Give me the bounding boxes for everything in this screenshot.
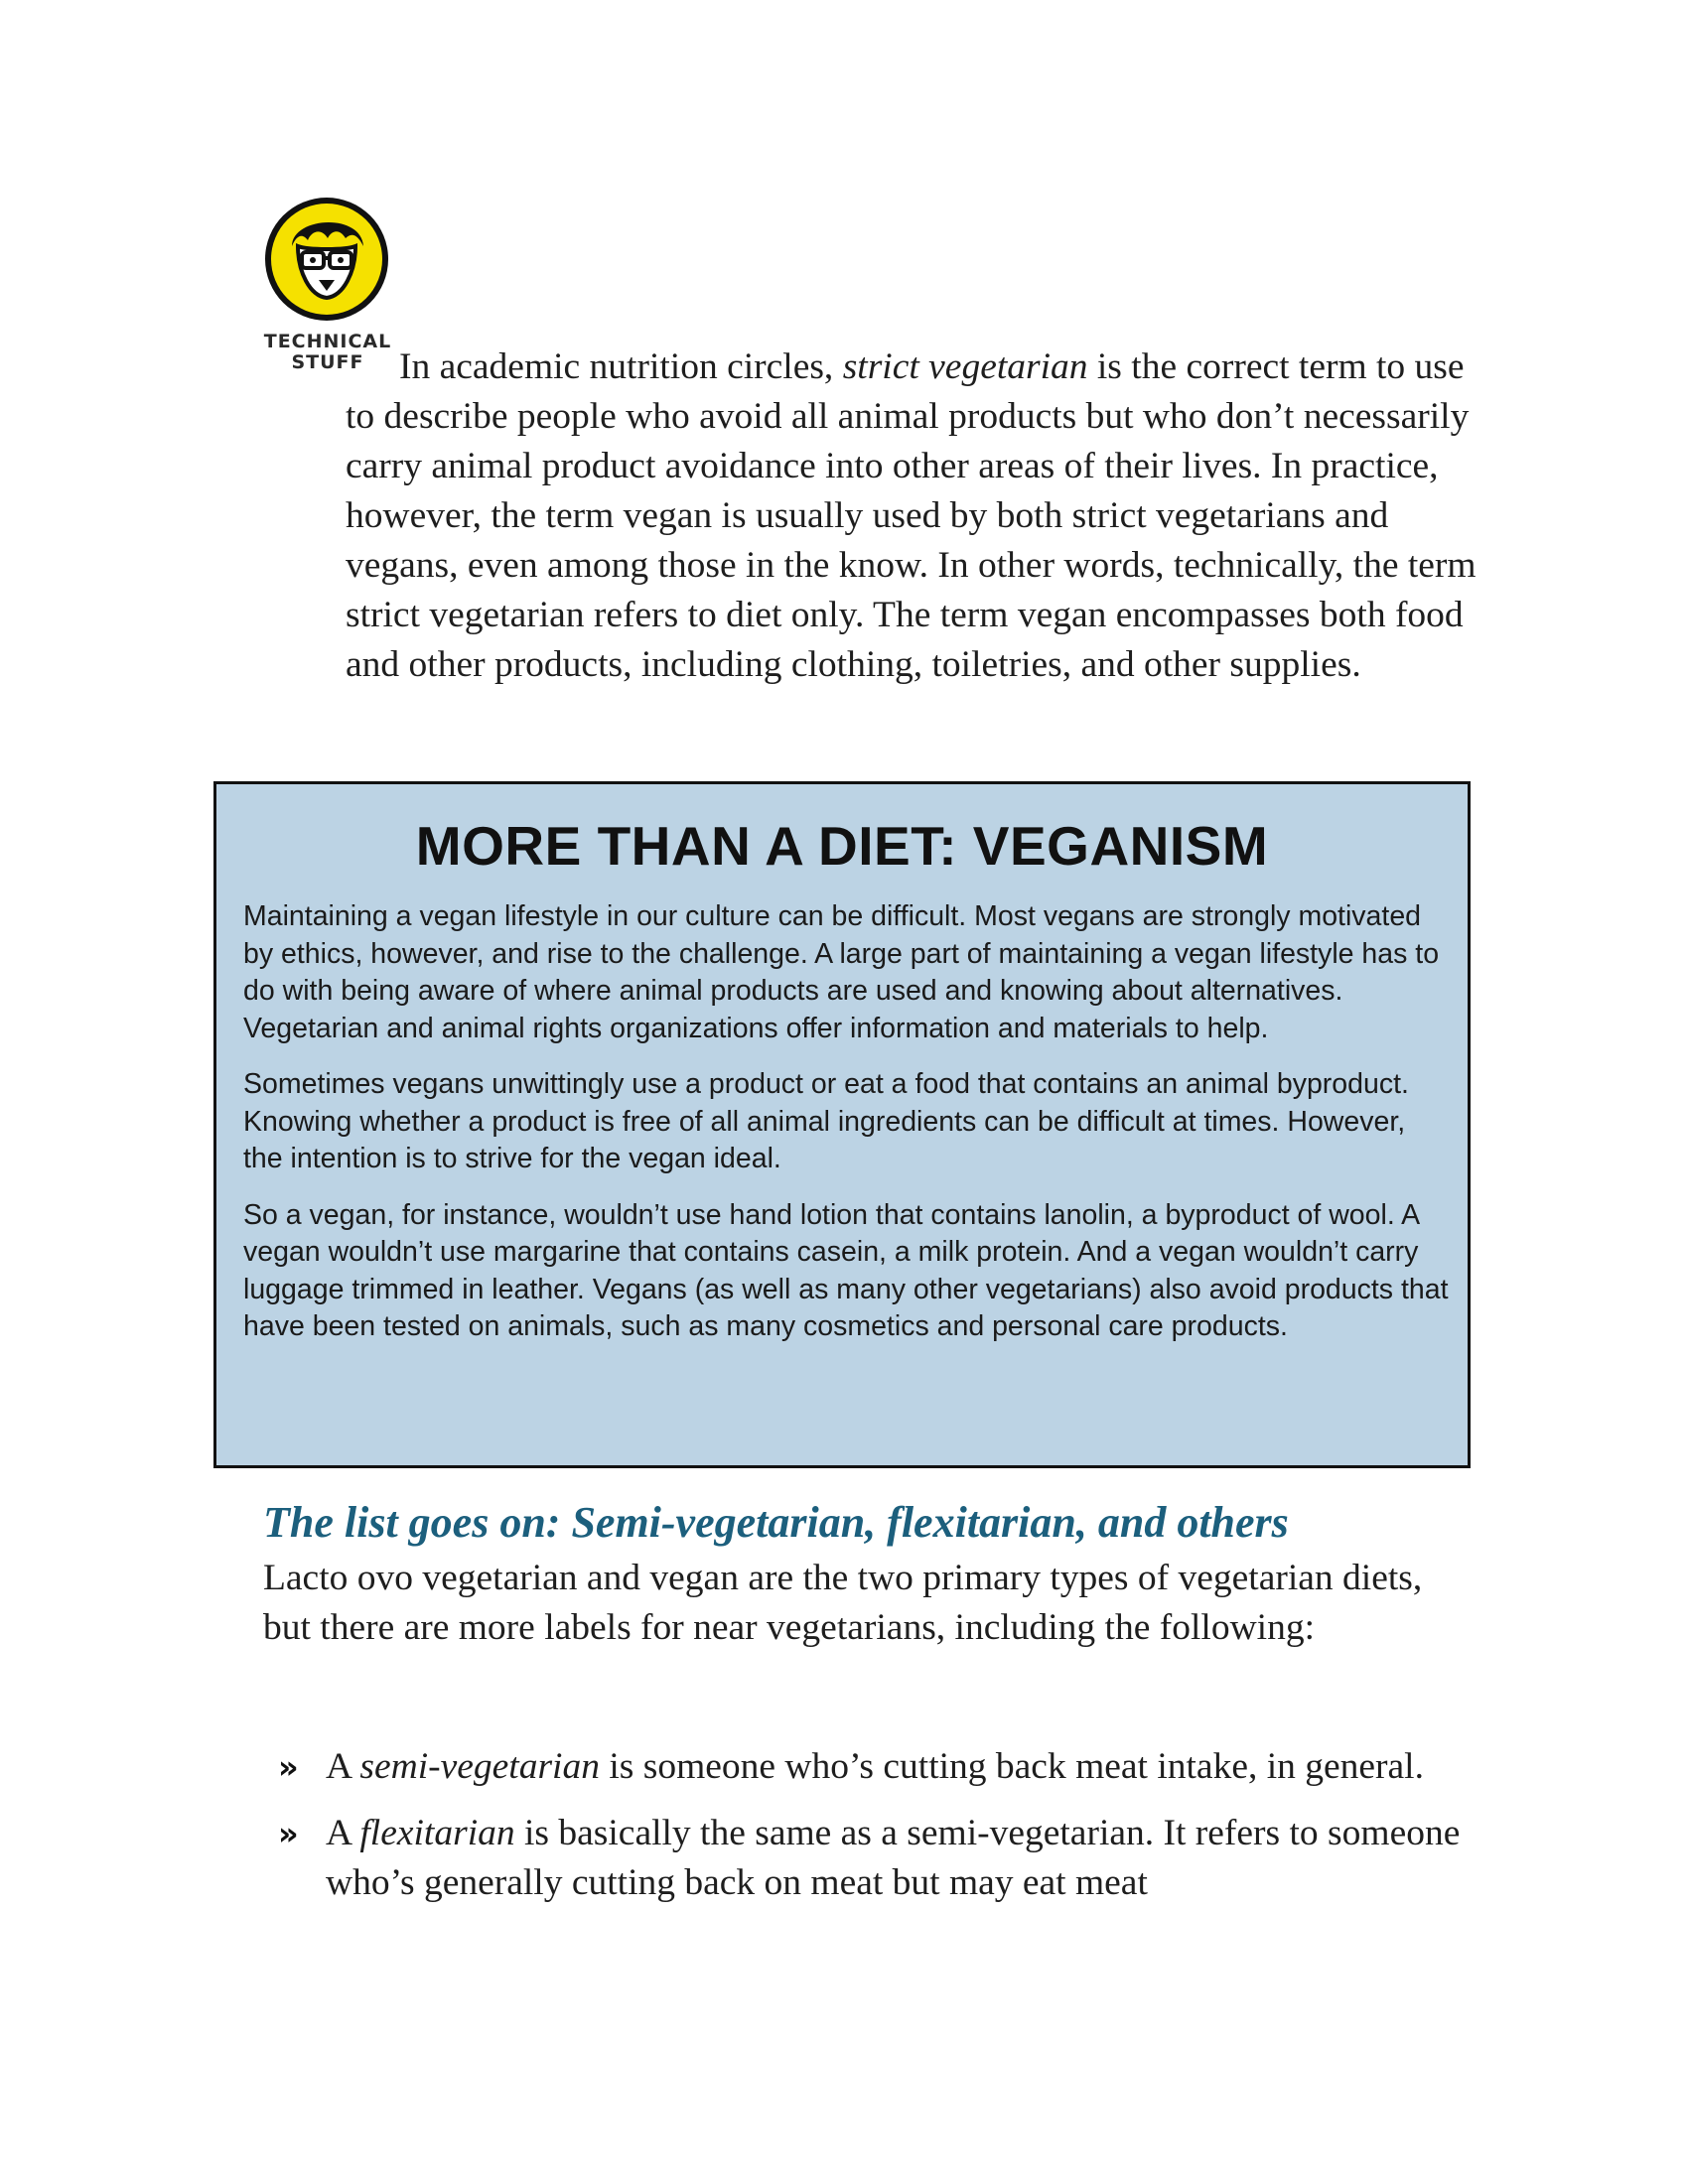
caption-line-2: STUFF (291, 351, 364, 373)
sidebar-paragraph: Sometimes vegans unwittingly use a product or eat a food that contains an animal byproduct. Knowing whether a product is free of all animal ingredients can be difficult at times. However, the intention is to strive for the vegan ideal. (243, 1068, 1409, 1174)
intro-text-rest: is the correct term to use to describe people who avoid all animal products but who don’t necessarily carry animal product avoidance into other areas of their lives. In practice, however, the term vegan is usually used by both strict vegetarians and vegans, even among those in the know. In other words, technically, the term strict vegetarian refers to diet only. The term vegan encompasses both food and other products, including clothing, toiletries, and other supplies. (346, 346, 1477, 685)
chevron-bullet-icon: » (278, 1748, 299, 1786)
bullet-term: semi-vegetarian (359, 1746, 600, 1787)
section-heading: The list goes on: Semi-vegetarian, flexitarian, and others (263, 1498, 1289, 1547)
sidebar-box (213, 781, 1471, 1468)
bullet-prefix: A (326, 1813, 360, 1853)
section-lead: Lacto ovo vegetarian and vegan are the two primary types of vegetarian diets, but there are more labels for near vegetarians, including the following: (263, 1558, 1423, 1648)
technical-stuff-icon (262, 195, 391, 324)
sidebar-paragraph: Maintaining a vegan lifestyle in our culture can be difficult. Most vegans are strongly motivated by ethics, however, and rise to the challenge. A large part of maintaining a vegan lifestyle has to do with being aware of where animal products are used and knowing about alternatives. Vegetarian and animal rights organizations offer information and materials to help. (243, 900, 1440, 1044)
bullet-list (278, 1742, 1484, 1925)
intro-term: strict vegetarian (842, 346, 1088, 387)
bullet-text: is someone who’s cutting back meat intake, in general. (599, 1746, 1424, 1787)
bullet-text: is basically the same as a semi-vegetarian. It refers to someone who’s generally cutting back on meat but may eat meat (326, 1813, 1461, 1903)
chevron-bullet-icon: » (278, 1815, 299, 1852)
sidebar-title: MORE THAN A DIET: VEGANISM (415, 815, 1269, 877)
intro-paragraph (346, 342, 1487, 690)
bullet-prefix: A (326, 1746, 360, 1787)
list-item (278, 1809, 1484, 1908)
list-item (278, 1742, 1484, 1792)
intro-text-start: In academic nutrition circles, (399, 346, 843, 387)
bullet-term: flexitarian (359, 1813, 515, 1853)
caption-line-1: TECHNICAL (263, 331, 392, 352)
sidebar-paragraph: So a vegan, for instance, wouldn’t use hand lotion that contains lanolin, a byproduct of wool. A vegan wouldn’t use margarine that contains casein, a milk protein. And a vegan wouldn’t carry luggage trimmed in leather. Vegans (as well as many other vegetarians) also avoid products that have been tested on animals, such as many cosmetics and personal care products. (243, 1198, 1449, 1342)
